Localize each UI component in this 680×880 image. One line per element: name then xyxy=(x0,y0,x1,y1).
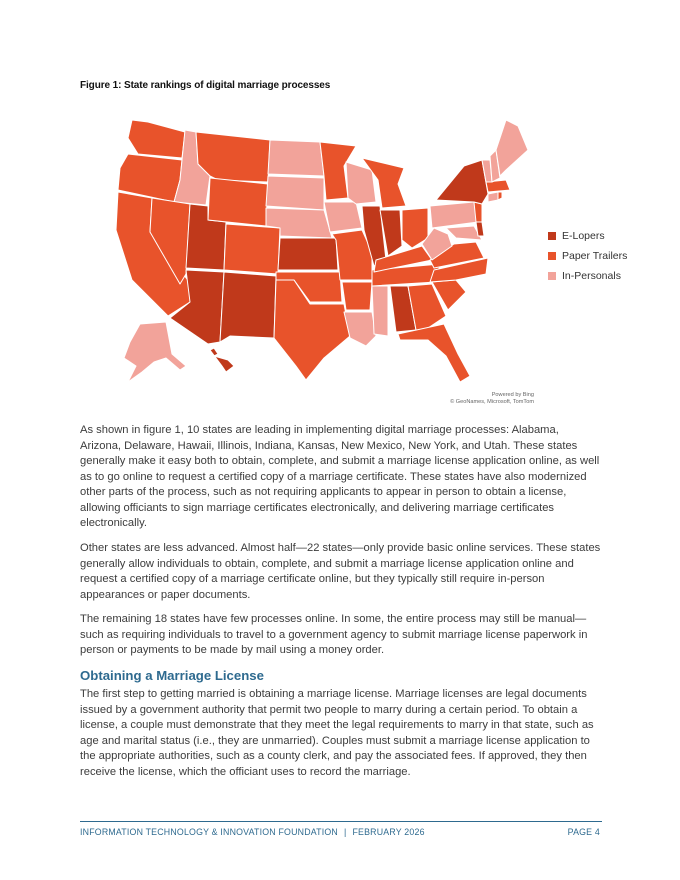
state-maine xyxy=(496,120,528,176)
state-florida xyxy=(398,324,470,382)
state-pennsylvania xyxy=(430,202,478,228)
body-paragraph-1: As shown in figure 1, 10 states are leading in implementing digital marriage processes: Alabama, Arizona, Delaware, Hawaii, Illinois, Indiana, Kansas, New Mexico, New York, and Utah. These states generally make it easy both to obtain, complete, and submit a marriage license application online, as well as to go online to request a certified copy of a marriage certificate. These states have also modernized other parts of the process, such as not requiring applicants to appear in person to obtain a license, allowing officiants to sign marriage certificates electronically, and delivering marriage certificates electronically. xyxy=(80,424,600,529)
us-states-map xyxy=(110,110,540,390)
footer-divider xyxy=(80,821,602,822)
state-arkansas xyxy=(342,282,372,310)
state-new-york xyxy=(436,160,488,204)
footer-left xyxy=(80,827,425,837)
legend-item-in-personals xyxy=(548,266,627,286)
state-washington xyxy=(128,120,185,158)
footer-organization: INFORMATION TECHNOLOGY & INNOVATION FOUNDATION xyxy=(80,827,338,837)
state-mississippi xyxy=(372,286,388,336)
body-paragraph-2: Other states are less advanced. Almost half—22 states—only provide basic online services. These states generally allow individuals to obtain, complete, and submit a marriage license application online and request a certified copy of a marriage certificate online, but they typically still require in-person appearances or paper documents. xyxy=(80,542,601,601)
map-legend xyxy=(548,226,627,286)
legend-swatch-e-lopers xyxy=(548,232,556,240)
section-heading: Obtaining a Marriage License xyxy=(80,668,264,683)
state-alaska xyxy=(124,322,186,382)
legend-label: Paper Trailers xyxy=(562,250,628,262)
legend-label: In-Personals xyxy=(562,270,621,282)
state-south-dakota xyxy=(266,176,324,210)
legend-item-e-lopers xyxy=(548,226,627,246)
state-rhode-island xyxy=(498,192,502,200)
map-credit-providers: © GeoNames, Microsoft, TomTom xyxy=(450,399,534,405)
footer-page-number: PAGE 4 xyxy=(567,827,600,837)
state-colorado xyxy=(224,224,280,274)
state-louisiana xyxy=(344,312,376,346)
body-paragraph-3: The remaining 18 states have few processes online. In some, the entire process may still be manual—such as requiring individuals to travel to a government agency to submit marriage license paperwork in person or payments to be made by mail using a money order. xyxy=(80,613,588,656)
state-hawaii xyxy=(210,348,234,372)
state-wyoming xyxy=(208,178,268,226)
footer-separator: | xyxy=(343,827,347,837)
legend-item-paper-trailers xyxy=(548,246,627,266)
state-iowa xyxy=(324,202,362,232)
state-delaware xyxy=(476,222,484,236)
body-paragraph-4: The first step to getting married is obtaining a marriage license. Marriage licenses are legal documents issued by a government authority that permit two people to marry during a certain period. To obtain a license, a couple must demonstrate that they meet the legal requirements to marry in that state, such as age and marital status (i.e., they are unmarried). Couples must submit a marriage license application to the appropriate authorities, such as a county clerk, and pay the associated fees. If approved, they then receive the license, which the officiant uses to record the marriage. xyxy=(80,688,594,778)
map-credit-bing: Powered by Bing xyxy=(491,392,534,398)
legend-swatch-paper-trailers xyxy=(548,252,556,260)
figure-title: Figure 1: State rankings of digital marriage processes xyxy=(80,80,331,91)
state-kansas xyxy=(278,238,338,270)
state-connecticut xyxy=(488,192,498,202)
state-new-mexico xyxy=(220,272,276,342)
legend-label: E-Lopers xyxy=(562,230,605,242)
legend-swatch-in-personals xyxy=(548,272,556,280)
state-north-dakota xyxy=(268,140,324,176)
state-new-jersey xyxy=(474,202,482,222)
footer-date: FEBRUARY 2026 xyxy=(352,827,425,837)
